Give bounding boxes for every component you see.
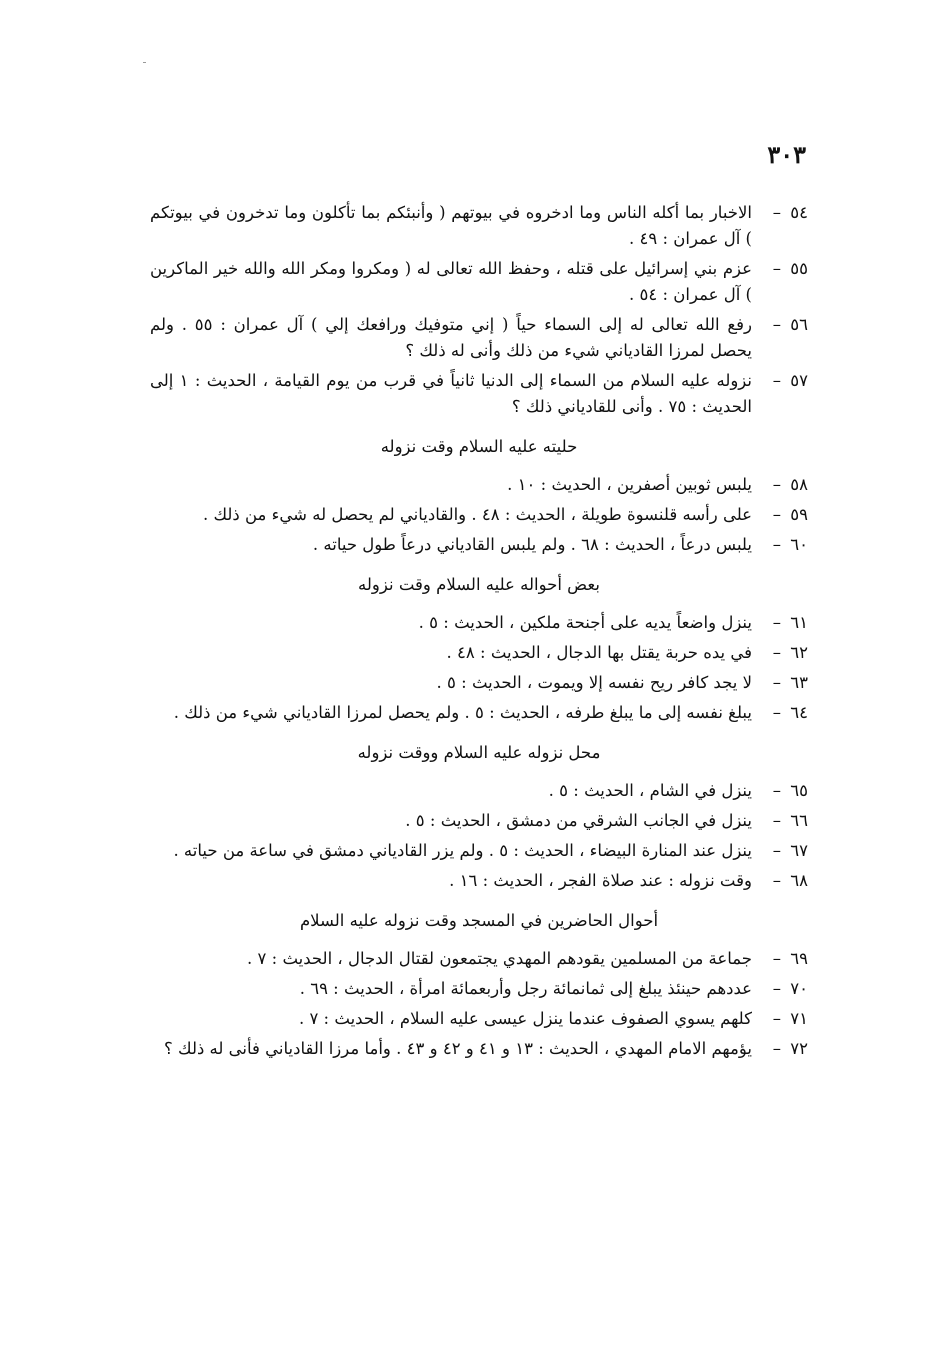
entry-number: ٦١ – bbox=[772, 613, 808, 632]
section-heading: بعض أحواله عليه السلام وقت نزوله bbox=[358, 575, 600, 594]
entry-66 bbox=[150, 808, 808, 834]
entry-number: ٦٠ – bbox=[772, 535, 808, 554]
entry-58 bbox=[150, 472, 808, 498]
entry-62 bbox=[150, 640, 808, 666]
entry-number: ٦٥ – bbox=[772, 781, 808, 800]
entry-text: عددهم حينئذ يبلغ إلى ثمانمائة رجل وأربعمائة امرأة ، الحديث : ٦٩ . bbox=[299, 979, 752, 998]
entry-72 bbox=[150, 1036, 808, 1062]
entry-60 bbox=[150, 532, 808, 558]
entry-text: وقت نزوله : عند صلاة الفجر ، الحديث : ١٦ . bbox=[449, 871, 752, 890]
entry-number: ٦٩ – bbox=[772, 949, 808, 968]
entry-text: ينزل في الشام ، الحديث : ٥ . bbox=[548, 781, 752, 800]
section-heading: محل نزوله عليه السلام ووقت نزوله bbox=[357, 743, 601, 762]
entry-text: يبلغ نفسه إلى ما يبلغ طرفه ، الحديث : ٥ . ولم يحصل لمرزا القادياني شيء من ذلك . bbox=[173, 703, 752, 722]
entry-number: ٦٨ – bbox=[772, 871, 808, 890]
entry-number: ٥٥ – bbox=[772, 259, 808, 278]
entry-number: ٧٢ – bbox=[772, 1039, 808, 1058]
entry-text: ينزل واضعاً يديه على أجنحة ملكين ، الحديث : ٥ . bbox=[418, 613, 752, 632]
entry-65 bbox=[150, 778, 808, 804]
entry-text: جماعة من المسلمين يقودهم المهدي يجتمعون لقتال الدجال ، الحديث : ٧ . bbox=[247, 949, 752, 968]
entry-number: ٥٨ – bbox=[772, 475, 808, 494]
entry-70 bbox=[150, 976, 808, 1002]
entry-63 bbox=[150, 670, 808, 696]
entry-56 bbox=[150, 312, 808, 364]
entry-text: نزوله عليه السلام من السماء إلى الدنيا ثانياً في قرب من يوم القيامة ، الحديث : ١ إلى الحديث : ٧٥ . وأنى للقادياني ذلك ؟ bbox=[150, 371, 753, 416]
entry-text: يلبس درعاً ، الحديث : ٦٨ . ولم يلبس القادياني درعاً طول حياته . bbox=[312, 535, 752, 554]
entry-text: لا يجد كافر ريح نفسه إلا ويموت ، الحديث : ٥ . bbox=[436, 673, 752, 692]
section-attendees bbox=[150, 908, 808, 1062]
entry-number: ٧١ – bbox=[772, 1009, 808, 1028]
entry-text: يلبس ثوبين أصفرين ، الحديث : ١٠ . bbox=[507, 475, 752, 494]
section-appearance bbox=[150, 434, 808, 558]
section-heading: أحوال الحاضرين في المسجد وقت نزوله عليه السلام bbox=[299, 911, 659, 930]
entry-number: ٥٤ – bbox=[772, 203, 808, 222]
entry-text: ينزل في الجانب الشرقي من دمشق ، الحديث : ٥ . bbox=[405, 811, 752, 830]
entry-text: يؤمهم الامام المهدي ، الحديث : ١٣ و ٤١ و ٤٢ و ٤٣ . وأما مرزا القادياني فأنى له ذلك ؟ bbox=[164, 1039, 752, 1058]
entry-number: ٥٩ – bbox=[772, 505, 808, 524]
entry-number: ٦٦ – bbox=[772, 811, 808, 830]
entry-text: عزم بني إسرائيل على قتله ، وحفظ الله تعالى له ( ومكروا ومكر الله والله خير الماكرين ) آل عمران : ٥٤ . bbox=[150, 259, 752, 304]
page-content bbox=[150, 200, 808, 1066]
entry-59 bbox=[150, 502, 808, 528]
entry-text: كلهم يسوي الصفوف عندما ينزل عيسى عليه السلام ، الحديث : ٧ . bbox=[298, 1009, 752, 1028]
entry-number: ٦٣ – bbox=[772, 673, 808, 692]
entry-text: الاخبار بما أكله الناس وما ادخروه في بيوتهم ( وأنبئكم بما تأكلون وما تدخرون في بيوتكم ) آل عمران : ٤٩ . bbox=[150, 203, 752, 248]
section-place-time bbox=[150, 740, 808, 894]
entry-57 bbox=[150, 368, 808, 420]
entry-number: ٥٦ – bbox=[772, 315, 808, 334]
entry-text: ينزل عند المنارة البيضاء ، الحديث : ٥ . ولم يزر القادياني دمشق في ساعة من حياته . bbox=[173, 841, 752, 860]
section-intro bbox=[150, 200, 808, 420]
entry-68 bbox=[150, 868, 808, 894]
entry-number: ٦٧ – bbox=[772, 841, 808, 860]
entry-number: ٧٠ – bbox=[772, 979, 808, 998]
entry-text: على رأسه قلنسوة طويلة ، الحديث : ٤٨ . والقادياني لم يحصل له شيء من ذلك . bbox=[202, 505, 752, 524]
entry-64 bbox=[150, 700, 808, 726]
entry-number: ٥٧ – bbox=[772, 371, 808, 390]
entry-55 bbox=[150, 256, 808, 308]
entry-number: ٦٤ – bbox=[772, 703, 808, 722]
entry-54 bbox=[150, 200, 808, 252]
entry-61 bbox=[150, 610, 808, 636]
page-number: ٣٠٣ bbox=[767, 140, 806, 169]
entry-69 bbox=[150, 946, 808, 972]
entry-text: رفع الله تعالى له إلى السماء حياً ( إني متوفيك ورافعك إلي ) آل عمران : ٥٥ . ولم يحصل لمرزا القادياني شيء من ذلك وأنى له ذلك ؟ bbox=[150, 315, 752, 360]
section-conditions bbox=[150, 572, 808, 726]
entry-text: في يده حربة يقتل بها الدجال ، الحديث : ٤٨ . bbox=[446, 643, 752, 662]
entry-67 bbox=[150, 838, 808, 864]
entry-71 bbox=[150, 1006, 808, 1032]
scan-speck bbox=[143, 62, 146, 63]
entry-number: ٦٢ – bbox=[772, 643, 808, 662]
section-heading: حليته عليه السلام وقت نزوله bbox=[380, 437, 578, 456]
